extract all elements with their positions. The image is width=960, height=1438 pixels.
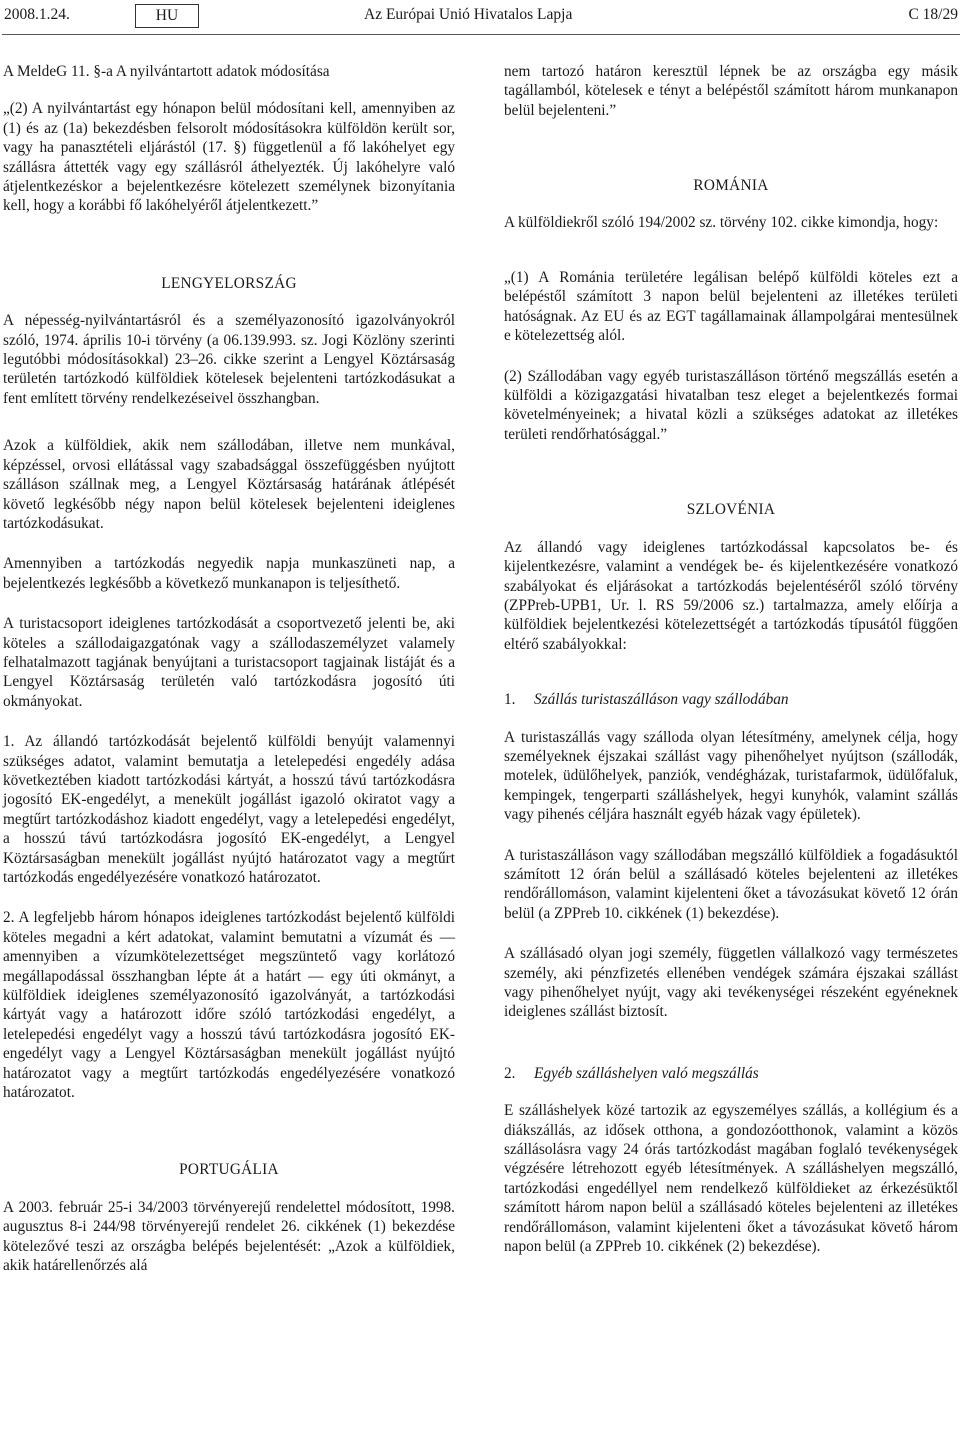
subsection-heading-2 <box>504 1064 958 1083</box>
paragraph: 2. A legfeljebb három hónapos ideiglenes tartózkodást bejelentő külföldi köteles megadni a kért adatokat, valamint bemutatni a vízumát és — amennyiben a vízumkötelezettséget megszüntető vagy korlátozó megállapodással összhangban lépte át a határt — egy úti okmányt, a külföldiek ideiglenes személyazonosító igazolványát, a tartózkodási kártyát vagy a határozott időre szóló tartózkodási engedélyt, a letelepedési engedélyt vagy a hosszú távú tartózkodásra jogosító EK-engedélyt vagy a Lengyel Köztársaságban menekült jogállást nyújtó határozatot vagy a megtűrt tartózkodás engedélyezésére vonatkozó határozatot. <box>3 909 455 1102</box>
journal-title: Az Európai Unió Hivatalos Lapja <box>364 6 573 23</box>
right-column <box>504 62 958 1256</box>
section-heading-meldeg: A MeldeG 11. §-a A nyilvántartott adatok módosítása <box>3 63 330 80</box>
paragraph: „(2) A nyilvántartást egy hónapon belül módosítani kell, amennyiben az (1) és az (1a) bekezdésben felsorolt módosításokra külföldön került sor, vagy ha panasztételi eljárástól (17. §) függetlenül a fő lakóhelyet egy szállásra áttették vagy egy szállásról áthelyezték. Új lakóhelyre való átjelentkezéskor a bejelentkezésre kötelezett személynek bizonyítania kell, hogy a korábbi fő lakóhelyéről átjelentkezett.” <box>3 100 455 215</box>
country-title-slovenia: SZLOVÉNIA <box>686 501 776 519</box>
paragraph: A turistaszállás vagy szálloda olyan létesítmény, amelynek célja, hogy személyeknek éjszakai szállást vagy pihenőhelyet nyújtson (szállodák, motelek, üdülőhelyek, panziók, vendégházak, turistafarmok, üdülőfaluk, kempingek, tengerparti szálláshelyek, hegyi kunyhók, valamint szállás vagy pihenés céljára használt egyéb házak vagy épületek). <box>504 728 958 824</box>
subsection-number: 1. <box>504 691 516 709</box>
page-number: C 18/29 <box>908 6 958 23</box>
paragraph: 1. Az állandó tartózkodását bejelentő külföldi benyújt valamennyi szükséges adatot, valamint bemutatja a letelepedési engedély adása következtében kiadott tartózkodási kártyát, a hosszú távú tartózkodásra jogosító EK-engedélyt, a menekült jogállást igazoló okiratot vagy a megtűrt tartózkodáshoz kiadott engedélyt, vagy a letelepedési engedélyt, a hosszú távú tartózkodásra jogosító EK-engedélyt, a Lengyel Köztársaságban menekült jogállást nyújtó határozatot vagy a megtűrt tartózkodás engedélyezésére vonatkozó határozatot. <box>3 733 455 886</box>
paragraph: Azok a külföldiek, akik nem szállodában, illetve nem munkával, képzéssel, orvosi ellátással vagy szabadsággal összefüggésben nyújtott szálláson szállnak meg, a Lengyel Köztársaság határának átlépését követő legkésőbb négy napon belül kötelesek bejelenteni ideiglenes tartózkodásukat. <box>3 437 455 532</box>
paragraph: A turistacsoport ideiglenes tartózkodását a csoportvezető jelenti be, aki köteles a szállodaigazgatónak vagy a szállodaszemélyzet valamely felhatalmazott tagjának benyújtani a turistacsoport tagjainak listáját és a Lengyel Köztársaság területén való tartózkodásra jogosító úti okmányokat. <box>3 615 455 710</box>
paragraph: A turistaszálláson vagy szállodában megszálló külföldiek a fogadásuktól számított 12 órán belül a szállásadó köteles bejelenteni az illetékes rendőrállomáson, valamint kijelenteni őket a távozásukat követő 12 órán belül (a ZPPreb 10. cikkének (1) bekezdése). <box>504 846 958 922</box>
country-title-portugal: PORTUGÁLIA <box>179 1161 279 1179</box>
country-title-poland: LENGYELORSZÁG <box>161 274 297 292</box>
paragraph: A szállásadó olyan jogi személy, független vállalkozó vagy természetes személy, aki pénzfizetés ellenében vendégek számára éjszakai szállást vagy pihenőhelyet nyújt, vagy aki tevékenységei részeként egyéneknek ideiglenes szállást biztosít. <box>504 945 958 1021</box>
paragraph: „(1) A Románia területére legálisan belépő külföldi köteles ezt a belépéstől számított 3 napon belül bejelenteni az illetékes területi hatóságnak. Az EU és az EGT tagállamainak állampolgárai mentesülnek e kötelezettség alól. <box>504 269 958 345</box>
paragraph: Amennyiben a tartózkodás negyedik napja munkaszüneti nap, a bejelentkezés legkésőbb a következő munkanapon is teljesíthető. <box>3 555 455 592</box>
subsection-number: 2. <box>504 1064 516 1082</box>
paragraph: A 2003. február 25-i 34/2003 törvényerejű rendelettel módosított, 1998. augusztus 8-i 244/98 törvényerejű rendelet 26. cikkének (1) bekezdése kötelezővé teszi az országba belépés bejelentését: „Azok a külföldiek, akik határellenőrzés alá <box>3 1198 455 1275</box>
paragraph: E szálláshelyek közé tartozik az egyszemélyes szállás, a kollégium és a diákszállás, az idősek otthona, a gondozóotthonok, valamint a közös szállásolásra vagy 24 órás tartózkodást magában foglaló tevékenységek végzésére létrehozott egyéb létesítmények. A szálláshelyen megszálló, tartózkodási engedéllyel nem rendelkező külföldieket az érkezésüktől számított három napon belül a szállásadó köteles bejelenteni az illetékes rendőrállomáson, valamint kijelenteni őket a távozásukat követő három napon belül (a ZPPreb 10. cikkének (2) bekezdése). <box>504 1102 958 1256</box>
paragraph: A népesség-nyilvántartásról és a személyazonosító igazolványokról szóló, 1974. április 10-i törvény (a 06.139.993. sz. Jogi Közlöny szerinti legutóbbi módosításokkal) 23–26. cikke szerint a Lengyel Köztársaság területén tartózkodó külföldiek kötelesek bejelenteni tartózkodásukat a fent említett törvény rendelkezéseivel összhangban. <box>3 312 455 407</box>
subsection-heading-1 <box>504 690 958 709</box>
subsection-title: Egyéb szálláshelyen való megszállás <box>534 1064 759 1082</box>
language-badge: HU <box>135 4 199 28</box>
header-rule <box>2 34 960 35</box>
paragraph: Az állandó vagy ideiglenes tartózkodással kapcsolatos be- és kijelentkezésre, valamint a vendégek be- és kijelentkezésére vonatkozó szabályokat és eljárásokat a tartózkodás bejelentéséről szóló törvény (ZPPreb-UPB1, Ur. l. RS 59/2006 sz.) tartalmazza, amely előírja a külföldiek bejelentkezési kötelezettségét a tartózkodás típusától függően eltérő szabályokkal: <box>504 538 958 653</box>
left-column <box>3 62 455 1276</box>
paragraph: nem tartozó határon keresztül lépnek be az országba egy másik tagállamból, kötelesek e tényt a belépéstől számított három munkanapon belül bejelenteni.” <box>504 63 958 119</box>
page-header <box>2 0 960 34</box>
subsection-title: Szállás turistaszálláson vagy szállodában <box>534 691 789 709</box>
paragraph: A külföldiekről szóló 194/2002 sz. törvény 102. cikke kimondja, hogy: <box>504 213 939 231</box>
paragraph: (2) Szállodában vagy egyéb turistaszálláson történő megszállás esetén a külföldi a közigazgatási hivatalban tesz eleget a bejelentkezés formai követelményeinek; a hivatal közli a szükséges adatokat az illetékes területi rendőrhatósággal.” <box>504 367 958 443</box>
country-title-romania: ROMÁNIA <box>693 177 769 195</box>
publication-date: 2008.1.24. <box>4 6 70 23</box>
